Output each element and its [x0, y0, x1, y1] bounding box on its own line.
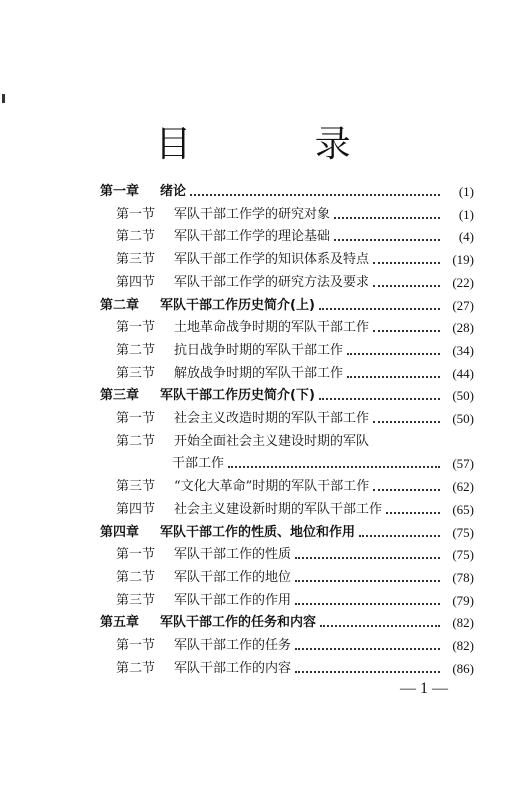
toc-section-row [116, 364, 474, 384]
section-number: 第一节 [116, 206, 156, 222]
dot-leader [295, 667, 440, 673]
dot-leader [295, 599, 440, 605]
dot-leader [334, 235, 440, 241]
section-number: 第三节 [116, 252, 156, 268]
chapter-title: 军队干部工作历史简介(下) [160, 388, 315, 404]
section-number: 第二节 [116, 660, 156, 676]
dot-leader [295, 576, 440, 582]
page-number: (34) [452, 342, 474, 358]
toc-section-row [116, 409, 474, 429]
toc-section-row [116, 545, 474, 565]
page-number: (86) [452, 660, 474, 676]
toc-section-row [116, 318, 474, 338]
page-number: (75) [452, 524, 474, 540]
section-number: 第二节 [116, 342, 156, 358]
toc-section-row [116, 432, 474, 452]
dot-leader [347, 372, 440, 378]
chapter-number: 第三章 [100, 388, 140, 404]
section-title: 社会主义改造时期的军队干部工作 [174, 411, 370, 426]
section-number: 第三节 [116, 592, 156, 608]
toc-section-row [116, 659, 474, 679]
section-title: “文化大革命”时期的军队干部工作 [174, 479, 370, 495]
section-title: 军队干部工作的性质 [174, 547, 292, 563]
toc-chapter-row [100, 523, 474, 543]
chapter-number: 第一章 [100, 184, 140, 199]
footer-page-number: — 1 — [400, 680, 448, 697]
toc-chapter-row [100, 296, 474, 316]
page-number: (62) [452, 479, 474, 495]
toc-section-row [116, 500, 474, 520]
page-number: (4) [458, 229, 474, 245]
toc-section-row [116, 273, 474, 293]
dot-leader [319, 304, 440, 310]
section-title: 开始全面社会主义建设时期的军队 [174, 433, 370, 449]
dot-leader [373, 258, 440, 264]
toc-section-row [116, 477, 474, 497]
section-title: 军队干部工作学的研究对象 [174, 206, 331, 222]
dot-leader [359, 531, 440, 537]
section-number: 第三节 [116, 479, 156, 495]
toc-section-row [116, 341, 474, 361]
section-number: 第四节 [116, 274, 156, 290]
section-title: 军队干部工作的任务 [174, 638, 292, 653]
page-number: (28) [452, 320, 474, 336]
toc-chapter-row [100, 613, 474, 633]
page-number: (57) [452, 456, 474, 472]
dot-leader [319, 394, 440, 400]
page-number: (78) [452, 569, 474, 585]
section-title: 军队干部工作的作用 [174, 592, 292, 608]
chapter-number: 第四章 [100, 524, 140, 540]
dot-leader [347, 349, 440, 355]
section-title: 解放战争时期的军队干部工作 [174, 365, 344, 381]
toc-section-row [116, 250, 474, 270]
page-number: (19) [452, 252, 474, 268]
section-title: 军队干部工作学的研究方法及要求 [174, 274, 370, 290]
dot-leader [373, 326, 440, 332]
page-title: 目 录 [155, 124, 407, 166]
page-number: (82) [452, 638, 474, 653]
chapter-title: 军队干部工作历史简介(上) [160, 297, 315, 313]
page-number: (75) [452, 547, 474, 563]
page-number: (1) [458, 206, 474, 222]
dot-leader [190, 190, 440, 196]
section-title: 军队干部工作的内容 [174, 660, 292, 676]
chapter-title: 军队干部工作的任务和内容 [160, 615, 317, 631]
chapter-number: 第五章 [100, 615, 140, 631]
toc-section-row [116, 636, 474, 656]
toc-chapter-row [100, 386, 474, 406]
section-number: 第一节 [116, 411, 156, 426]
section-number: 第一节 [116, 638, 156, 653]
dot-leader [295, 644, 440, 650]
page-number: (82) [452, 615, 474, 631]
section-number: 第三节 [116, 365, 156, 381]
chapter-number: 第二章 [100, 297, 140, 313]
section-title: 军队干部工作学的理论基础 [174, 229, 331, 245]
page-number: (44) [452, 365, 474, 381]
page-number: (65) [452, 501, 474, 517]
page-number: (22) [452, 274, 474, 290]
section-number: 第一节 [116, 547, 156, 563]
section-number: 第二节 [116, 229, 156, 245]
dot-leader [334, 213, 440, 219]
page-number: (27) [452, 297, 474, 313]
dot-leader [373, 281, 440, 287]
page-number: (79) [452, 592, 474, 608]
toc-section-row [116, 591, 474, 611]
chapter-title: 绪论 [160, 184, 187, 199]
section-title: 军队干部工作学的知识体系及特点 [174, 252, 370, 268]
page-number: (50) [452, 411, 474, 426]
dot-leader [228, 462, 440, 468]
section-title: 干部工作 [172, 456, 225, 472]
dot-leader [320, 621, 440, 627]
toc-chapter-row [100, 182, 474, 202]
section-number: 第一节 [116, 320, 156, 336]
section-number: 第二节 [116, 433, 156, 449]
toc-section-row [116, 568, 474, 588]
toc-section-row [172, 454, 474, 474]
section-number: 第四节 [116, 501, 156, 517]
section-number: 第二节 [116, 569, 156, 585]
section-title: 土地革命战争时期的军队干部工作 [174, 320, 370, 336]
dot-leader [373, 485, 440, 491]
section-title: 抗日战争时期的军队干部工作 [174, 342, 344, 358]
page-number: (50) [452, 388, 474, 404]
section-title: 社会主义建设新时期的军队干部工作 [174, 501, 383, 517]
page-number: (1) [458, 184, 474, 199]
dot-leader [386, 508, 440, 514]
toc-section-row [116, 205, 474, 225]
dot-leader [295, 553, 440, 559]
toc-section-row [116, 227, 474, 247]
dot-leader [373, 417, 440, 423]
section-title: 军队干部工作的地位 [174, 569, 292, 585]
chapter-title: 军队干部工作的性质、地位和作用 [160, 524, 356, 540]
